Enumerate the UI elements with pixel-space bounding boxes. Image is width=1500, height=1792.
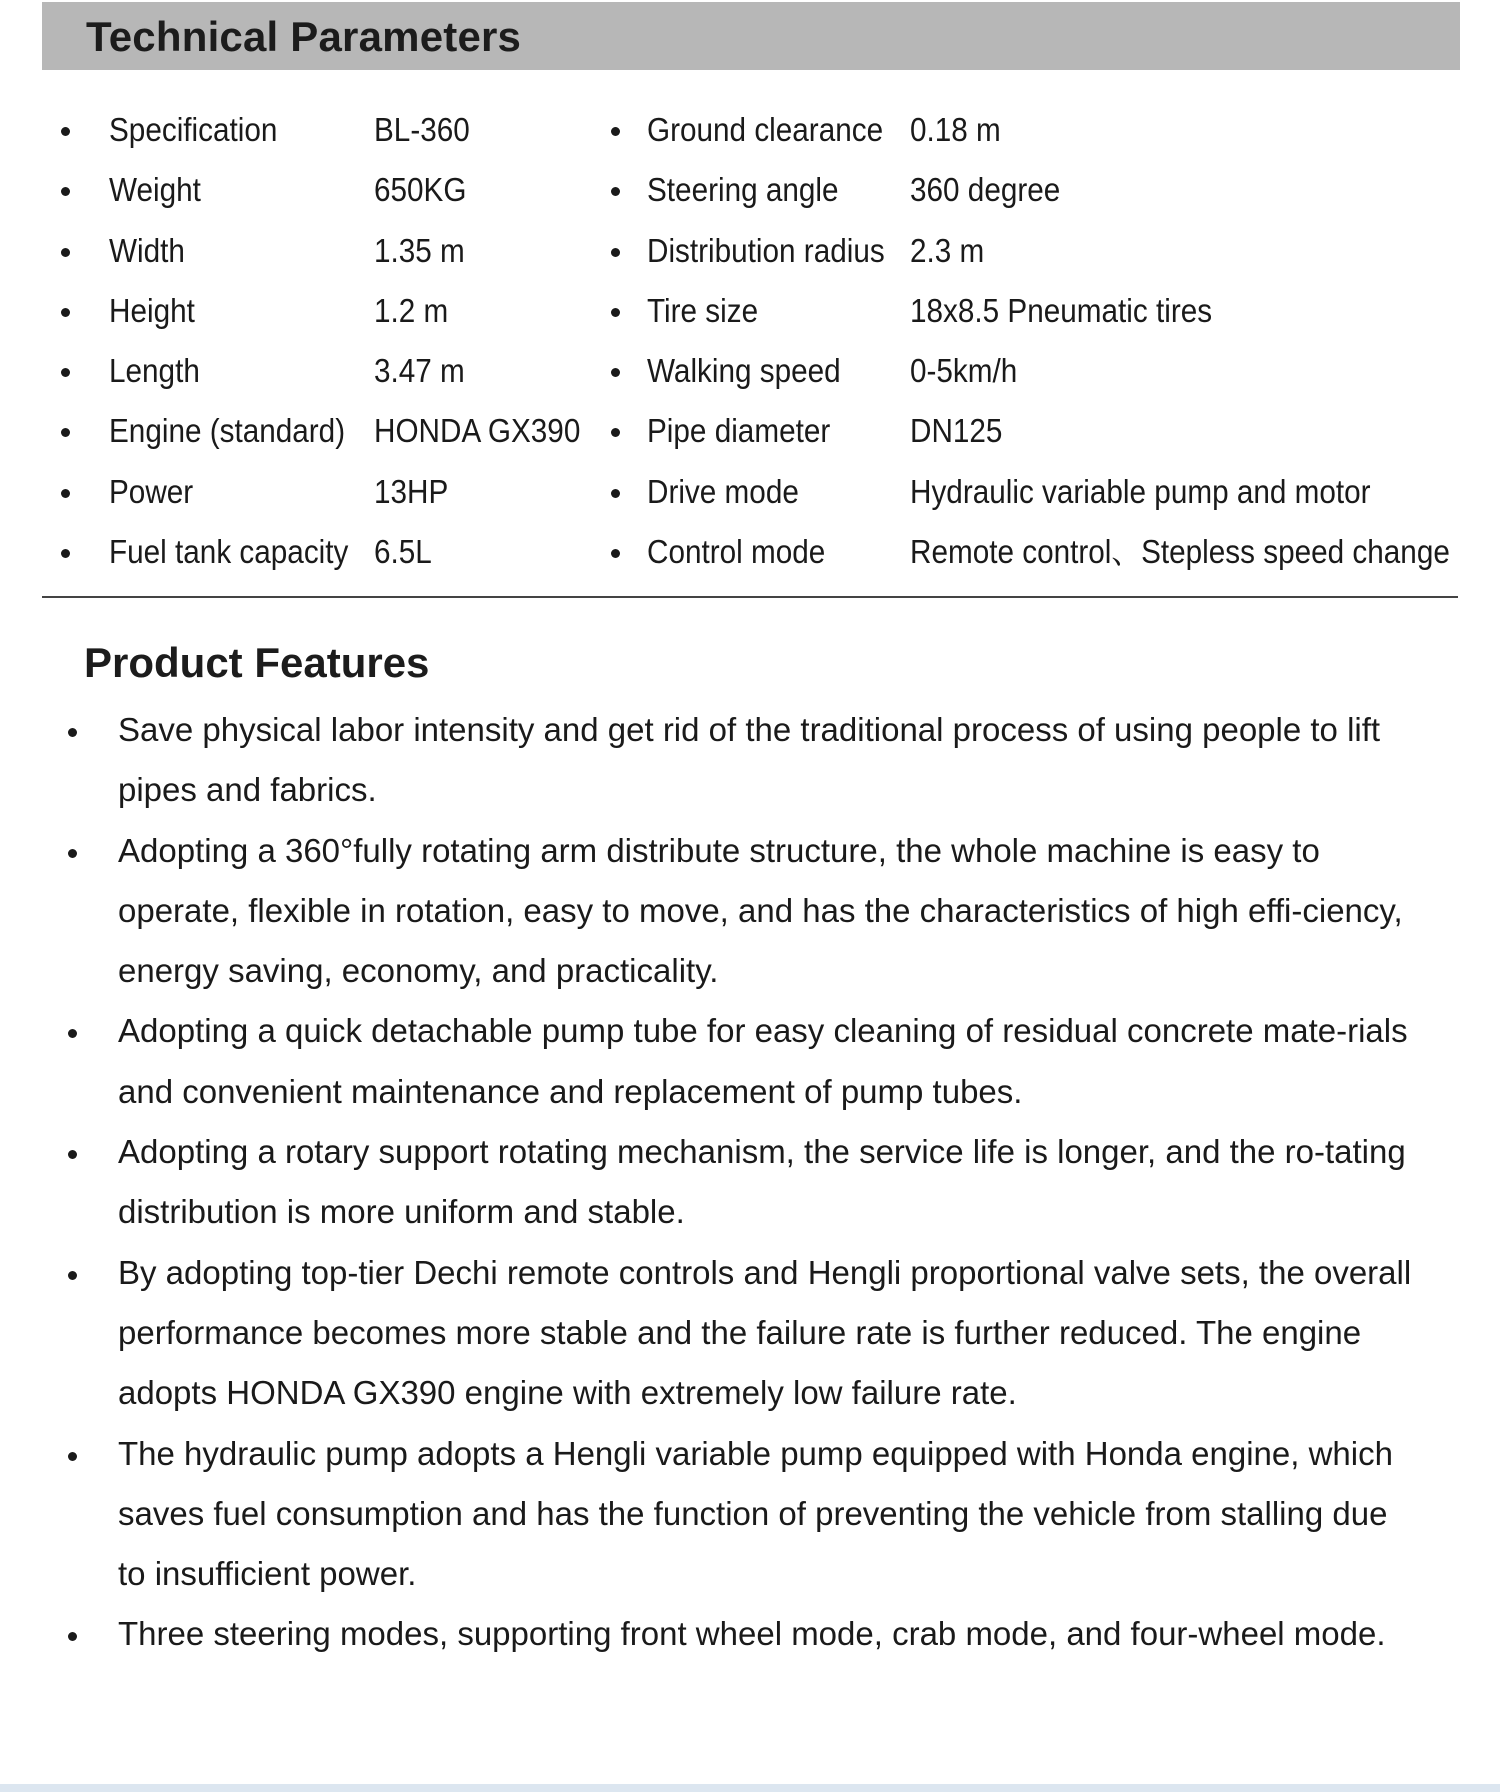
bullet-icon bbox=[611, 187, 620, 196]
technical-parameters-header bbox=[42, 2, 1460, 70]
spec-value: 1.2 m bbox=[374, 291, 449, 329]
spec-label: Power bbox=[109, 472, 194, 510]
feature-item bbox=[62, 821, 1422, 1002]
product-features-title: Product Features bbox=[84, 639, 430, 686]
spec-label: Pipe diameter bbox=[647, 412, 831, 450]
bullet-icon bbox=[611, 428, 620, 437]
bullet-icon bbox=[611, 368, 620, 377]
spec-value: Remote control、Stepless speed change bbox=[910, 533, 1450, 571]
spec-value: 18x8.5 Pneumatic tires bbox=[910, 291, 1213, 329]
bullet-icon bbox=[61, 489, 70, 498]
feature-text: By adopting top-tier Dechi remote controls and Hengli proportional valve sets, the overall performance becomes more stable and the failure rate is further reduced. The engine adopts HONDA GX390 engine with extremely low failure rate. bbox=[118, 1253, 1412, 1412]
bullet-icon bbox=[61, 368, 70, 377]
feature-text: Adopting a 360°fully rotating arm distribute structure, the whole machine is easy to operate, flexible in rotation, easy to move, and has the characteristics of high effi-ciency, energy saving, economy, and practicality. bbox=[118, 831, 1403, 990]
bullet-icon bbox=[68, 1271, 77, 1280]
feature-text: Save physical labor intensity and get rid of the traditional process of using people to lift pipes and fabrics. bbox=[118, 711, 1381, 809]
bullet-icon bbox=[61, 248, 70, 257]
spec-value: BL-360 bbox=[374, 111, 470, 148]
spec-value: HONDA GX390 bbox=[374, 412, 581, 450]
spec-label: Engine (standard) bbox=[109, 412, 346, 450]
spec-label: Height bbox=[109, 291, 195, 329]
spec-value: 650KG bbox=[374, 171, 467, 209]
spec-value: DN125 bbox=[910, 412, 1003, 450]
spec-value: 0-5km/h bbox=[910, 352, 1018, 390]
spec-value: 13HP bbox=[374, 472, 449, 510]
technical-parameters-title: Technical Parameters bbox=[86, 13, 522, 60]
bullet-icon bbox=[611, 549, 620, 558]
feature-text: The hydraulic pump adopts a Hengli variable pump equipped with Honda engine, which saves fuel consumption and has the function of preventing the vehicle from stalling due to insufficient power. bbox=[118, 1434, 1393, 1593]
bullet-icon bbox=[61, 187, 70, 196]
feature-text: Three steering modes, supporting front wheel mode, crab mode, and four-wheel mode. bbox=[118, 1615, 1386, 1653]
feature-item bbox=[62, 1001, 1422, 1122]
product-features-list bbox=[62, 700, 1422, 1665]
bullet-icon bbox=[68, 849, 77, 858]
spec-value: 3.47 m bbox=[374, 352, 465, 390]
bullet-icon bbox=[611, 127, 620, 136]
spec-label: Specification bbox=[109, 111, 278, 148]
spec-label: Length bbox=[109, 352, 200, 390]
feature-text: Adopting a rotary support rotating mechanism, the service life is longer, and the ro-tating distribution is more uniform and stable. bbox=[118, 1133, 1406, 1231]
spec-value: 0.18 m bbox=[910, 111, 1001, 148]
feature-item bbox=[62, 1122, 1422, 1243]
spec-value: 6.5L bbox=[374, 533, 432, 571]
spec-label: Control mode bbox=[647, 533, 826, 571]
bullet-icon bbox=[68, 1452, 77, 1461]
spec-label: Ground clearance bbox=[647, 111, 884, 148]
bullet-icon bbox=[611, 308, 620, 317]
feature-item bbox=[62, 1604, 1422, 1664]
bullet-icon bbox=[68, 1632, 77, 1641]
bullet-icon bbox=[61, 308, 70, 317]
bullet-icon bbox=[61, 428, 70, 437]
spec-label: Drive mode bbox=[647, 472, 799, 510]
spec-value: Hydraulic variable pump and motor bbox=[910, 472, 1371, 510]
bullet-icon bbox=[611, 489, 620, 498]
spec-label: Distribution radius bbox=[647, 231, 885, 269]
spec-label: Steering angle bbox=[647, 171, 839, 209]
bullet-icon bbox=[68, 1150, 77, 1159]
feature-text: Adopting a quick detachable pump tube for easy cleaning of residual concrete mate-rials and convenient maintenance and replacement of pump tubes. bbox=[118, 1012, 1408, 1110]
spec-label: Fuel tank capacity bbox=[109, 533, 349, 571]
section-divider bbox=[42, 596, 1458, 598]
bullet-icon bbox=[68, 1029, 77, 1038]
spec-label: Walking speed bbox=[647, 352, 841, 390]
feature-item bbox=[62, 1243, 1422, 1424]
feature-item bbox=[62, 700, 1422, 821]
spec-label: Width bbox=[109, 231, 185, 269]
bullet-icon bbox=[61, 127, 70, 136]
spec-label: Weight bbox=[109, 171, 201, 209]
feature-item bbox=[62, 1424, 1422, 1605]
spec-label: Tire size bbox=[647, 291, 759, 329]
bullet-icon bbox=[61, 549, 70, 558]
spec-value: 1.35 m bbox=[374, 231, 465, 269]
bullet-icon bbox=[611, 248, 620, 257]
spec-value: 360 degree bbox=[910, 171, 1061, 209]
spec-value: 2.3 m bbox=[910, 231, 985, 269]
bottom-edge-strip bbox=[0, 1784, 1500, 1792]
bullet-icon bbox=[68, 728, 77, 737]
